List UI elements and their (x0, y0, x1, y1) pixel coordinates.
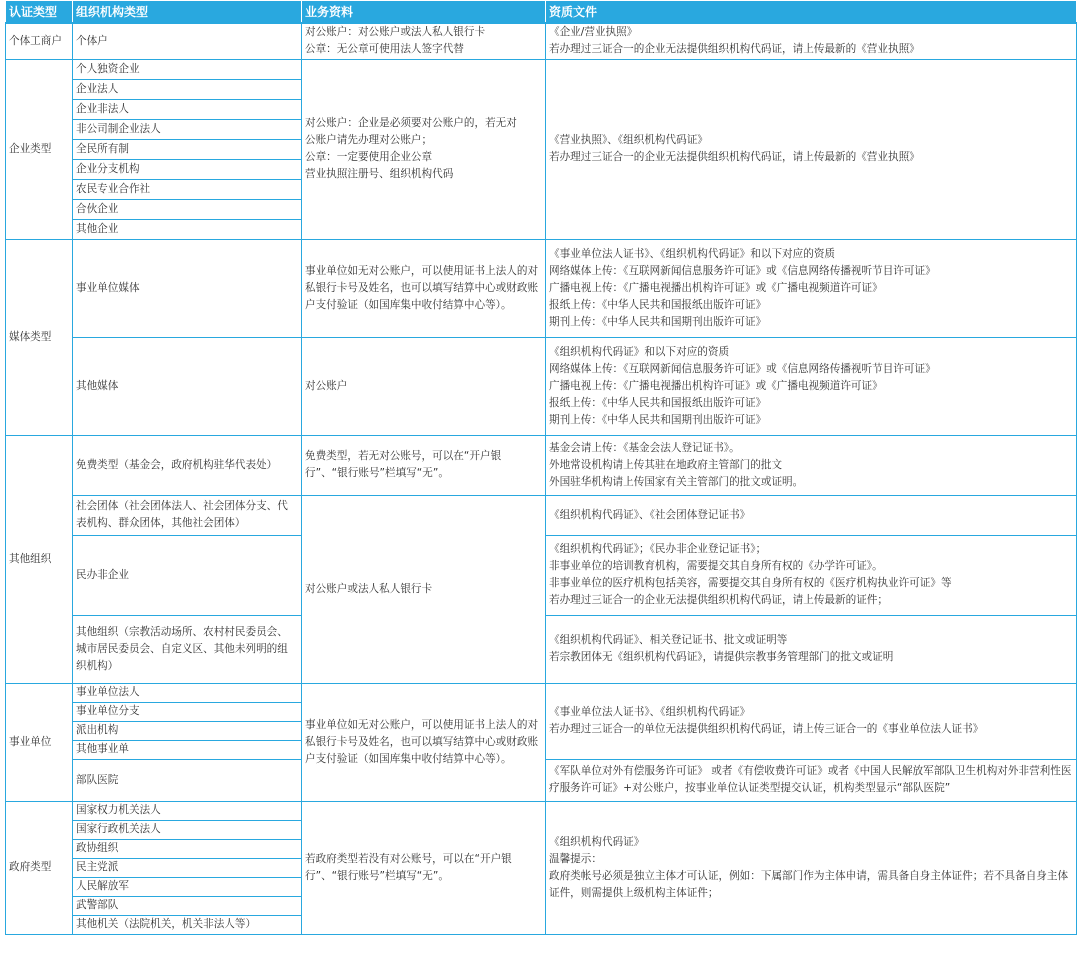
org-cell: 事业单位法人 (73, 683, 302, 702)
qualification-line: 若宗教团体无《组织机构代码证》，请提供宗教事务管理部门的批文或证明 (549, 651, 894, 663)
org-cell (73, 495, 302, 535)
business-text: 事业单位如无对公账户，可以使用证书上法人的对私银行卡号及姓名，也可以填写结算中心或财政账户支付验证（如国库集中收付结算中心等）。 (305, 264, 539, 311)
table-row (6, 495, 1077, 535)
category-cell: 事业单位 (6, 683, 73, 801)
org-cell: 其他事业单 (73, 740, 302, 759)
table-header-row (6, 1, 1077, 24)
qualification-line: 《组织机构代码证》 (549, 835, 645, 848)
business-line: 对公账户：对公账户或法人私人银行卡 (305, 26, 486, 39)
table-row (6, 683, 1077, 702)
table-row (6, 435, 1077, 495)
qualification-line: 《组织机构代码证》、相关登记证书、批文或证明等 (549, 634, 788, 646)
header-cert-type: 认证类型 (6, 1, 73, 24)
category-cell: 其他组织 (6, 435, 73, 683)
qualification-cell (546, 683, 1077, 759)
org-cell: 国家权力机关法人 (73, 801, 302, 820)
qualification-line: 非事业单位的医疗机构包括美容，需要提交其自身所有权的《医疗机构执业许可证》等 (549, 577, 952, 589)
qualification-cell (546, 495, 1077, 535)
qualification-line: 广播电视上传：《广播电视播出机构许可证》或《广播电视频道许可证》 (549, 281, 883, 294)
qualification-line: 温馨提示： (549, 852, 602, 865)
org-cell: 非公司制企业法人 (73, 119, 302, 139)
qualification-line: 若办理过三证合一的企业无法提供组织机构代码证，请上传最新的《营业执照》 (549, 151, 920, 163)
business-line: 公账户请先办理对公账户； (305, 134, 433, 146)
qualification-line: 非事业单位的培训教育机构，需要提交其自身所有权的《办学许可证》。 (549, 560, 883, 572)
qualification-line: 《事业单位法人证书》、《组织机构代码证》 (549, 706, 751, 718)
qualification-cell (546, 759, 1077, 801)
business-line: 公章：一定要使用企业公章 (305, 151, 433, 163)
category-cell: 媒体类型 (6, 239, 73, 435)
business-line: 营业执照注册号、组织机构代码 (305, 168, 454, 180)
org-cell: 民主党派 (73, 858, 302, 877)
qualification-cell (546, 615, 1077, 683)
qualification-line: 外国驻华机构请上传国家有关主管部门的批文或证明。 (549, 475, 804, 488)
business-cell (302, 435, 546, 495)
category-cell: 企业类型 (6, 59, 73, 239)
org-cell: 企业分支机构 (73, 159, 302, 179)
org-cell: 个人独资企业 (73, 59, 302, 79)
qualification-line: 网络媒体上传：《互联网新闻信息服务许可证》或《信息网络传播视听节目许可证》 (549, 362, 936, 375)
qualification-line: 《企业/营业执照》 (549, 26, 638, 39)
business-cell (302, 683, 546, 801)
header-qualification-docs: 资质文件 (546, 1, 1077, 24)
table-row (6, 239, 1077, 337)
business-cell (302, 801, 546, 934)
org-text: 其他组织（宗教活动场所、农村村民委员会、城市居民委员会、自定义区、其他未列明的组织机构） (76, 625, 288, 672)
business-cell (302, 23, 546, 59)
org-cell: 合伙企业 (73, 199, 302, 219)
business-cell (302, 239, 546, 337)
qualification-line: 《事业单位法人证书》、《组织机构代码证》和以下对应的资质 (549, 247, 836, 260)
org-cell: 国家行政机关法人 (73, 820, 302, 839)
business-text: 免费类型，若无对公账号，可以在“开户银行”、“银行账号”栏填写“无”。 (305, 450, 502, 479)
qualification-line: 《组织机构代码证》、《社会团体登记证书》 (549, 508, 751, 521)
org-cell: 企业法人 (73, 79, 302, 99)
org-cell: 武警部队 (73, 896, 302, 915)
org-text: 社会团体（社会团体法人、社会团体分支、代表机构、群众团体，其他社会团体） (76, 500, 288, 529)
qualification-cell (546, 801, 1077, 934)
qualification-line: 《组织机构代码证》和以下对应的资质 (549, 345, 730, 358)
qualification-line: 若办理过三证合一的企业无法提供组织机构代码证，请上传最新的《营业执照》 (549, 43, 920, 56)
org-cell: 全民所有制 (73, 139, 302, 159)
qualification-cell (546, 435, 1077, 495)
org-cell: 民办非企业 (73, 535, 302, 615)
business-line: 公章：无公章可使用法人签字代替 (305, 43, 464, 56)
org-cell: 其他企业 (73, 219, 302, 239)
header-business-docs: 业务资料 (302, 1, 546, 24)
table-row (6, 59, 1077, 79)
org-cell: 其他媒体 (73, 337, 302, 435)
qualification-text: 《军队单位对外有偿服务许可证》 或者《有偿收费许可证》或者《中国人民解放军部队卫生机构对外非营利性医疗服务许可证》+对公账户，按事业单位认证类型提交认证，机构类型显示“部队医院” (549, 765, 1072, 794)
qualification-cell (546, 23, 1077, 59)
qualification-cell (546, 337, 1077, 435)
business-cell: 对公账户 (302, 337, 546, 435)
qualification-line: 期刊上传：《中华人民共和国期刊出版许可证》 (549, 413, 767, 426)
org-cell: 农民专业合作社 (73, 179, 302, 199)
qualification-cell (546, 239, 1077, 337)
org-cell: 部队医院 (73, 759, 302, 801)
qualification-line: 若办理过三证合一的企业无法提供组织机构代码证，请上传最新的证件； (549, 594, 888, 606)
org-cell: 事业单位分支 (73, 702, 302, 721)
org-cell (73, 615, 302, 683)
header-org-type: 组织机构类型 (73, 1, 302, 24)
business-cell: 对公账户或法人私人银行卡 (302, 495, 546, 683)
category-cell: 个体工商户 (6, 23, 73, 59)
qualification-cell (546, 535, 1077, 615)
qualification-line: 《营业执照》、《组织机构代码证》 (549, 134, 708, 146)
certification-table (5, 0, 1077, 935)
qualification-line: 基金会请上传：《基金会法人登记证书》。 (549, 441, 740, 454)
qualification-line: 《组织机构代码证》；《民办非企业登记证书》； (549, 543, 767, 555)
qualification-line: 广播电视上传：《广播电视播出机构许可证》或《广播电视频道许可证》 (549, 379, 883, 392)
table-row (6, 23, 1077, 59)
org-cell: 事业单位媒体 (73, 239, 302, 337)
org-cell: 免费类型（基金会，政府机构驻华代表处） (73, 435, 302, 495)
business-cell (302, 59, 546, 239)
business-line: 对公账户：企业是必须要对公账户的，若无对 (305, 117, 517, 129)
org-cell: 政协组织 (73, 839, 302, 858)
org-cell: 个体户 (73, 23, 302, 59)
business-text: 事业单位如无对公账户，可以使用证书上法人的对私银行卡号及姓名，也可以填写结算中心或财政账户支付验证（如国库集中收付结算中心等）。 (305, 718, 539, 765)
qualification-line: 政府类帐号必须是独立主体才可认证，例如：下属部门作为主体申请，需具备自身主体证件；若不具备自身主体证件，则需提供上级机构主体证件； (549, 869, 1069, 899)
qualification-line: 若办理过三证合一的单位无法提供组织机构代码证，请上传三证合一的《事业单位法人证书》 (549, 723, 984, 735)
qualification-line: 报纸上传：《中华人民共和国报纸出版许可证》 (549, 396, 767, 409)
org-cell: 人民解放军 (73, 877, 302, 896)
category-cell: 政府类型 (6, 801, 73, 934)
qualification-line: 网络媒体上传：《互联网新闻信息服务许可证》或《信息网络传播视听节目许可证》 (549, 264, 936, 277)
org-cell: 派出机构 (73, 721, 302, 740)
org-cell: 企业非法人 (73, 99, 302, 119)
business-text: 若政府类型若没有对公账号，可以在“开户银行”、“银行账号”栏填写“无”。 (305, 852, 512, 882)
qualification-line: 外地常设机构请上传其驻在地政府主管部门的批文 (549, 458, 783, 471)
table-row (6, 337, 1077, 435)
qualification-cell (546, 59, 1077, 239)
qualification-line: 报纸上传：《中华人民共和国报纸出版许可证》 (549, 298, 767, 311)
org-cell: 其他机关（法院机关，机关非法人等） (73, 915, 302, 934)
table-row (6, 801, 1077, 820)
qualification-line: 期刊上传：《中华人民共和国期刊出版许可证》 (549, 315, 767, 328)
